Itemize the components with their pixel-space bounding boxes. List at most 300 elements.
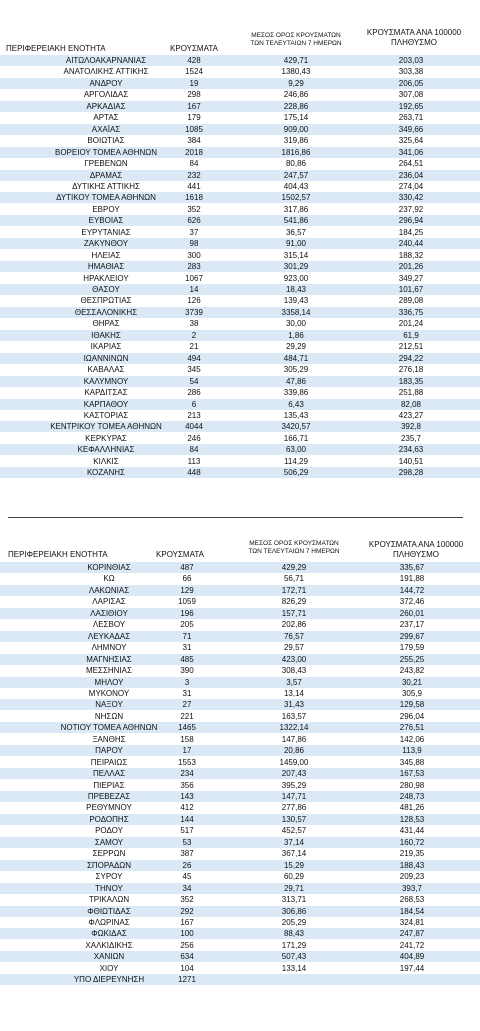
cell-region: ΠΡΕΒΕΖΑΣ bbox=[87, 792, 131, 801]
cell-region: ΚΑΡΔΙΤΣΑΣ bbox=[84, 388, 128, 398]
cell-cases: 387 bbox=[180, 849, 194, 859]
cell-cases: 390 bbox=[180, 666, 194, 676]
cell-cases: 143 bbox=[180, 792, 194, 801]
table-row bbox=[0, 215, 480, 226]
cell-per-100k: 237,17 bbox=[399, 620, 425, 630]
cell-cases: 126 bbox=[187, 296, 201, 306]
table-row bbox=[0, 295, 480, 306]
cell-cases: 27 bbox=[182, 700, 192, 710]
table-row bbox=[0, 871, 480, 882]
table-row bbox=[0, 89, 480, 100]
cell-avg-7day: 301,29 bbox=[283, 262, 309, 272]
cell-per-100k: 184,25 bbox=[398, 227, 424, 237]
cell-cases: 205 bbox=[180, 620, 194, 630]
cell-cases: 31 bbox=[182, 643, 192, 653]
cell-region: ΡΟΔΟΥ bbox=[95, 826, 123, 836]
cell-cases: 54 bbox=[189, 376, 199, 386]
cell-region: ΝΗΣΩΝ bbox=[94, 711, 124, 721]
table-row bbox=[0, 906, 480, 917]
cell-region: ΚΕΝΤΡΙΚΟΥ ΤΟΜΕΑ ΑΘΗΝΩΝ bbox=[50, 422, 162, 432]
cell-cases: 100 bbox=[180, 929, 194, 939]
cell-cases: 356 bbox=[180, 780, 194, 790]
table-row bbox=[0, 181, 480, 192]
table-row bbox=[0, 585, 480, 596]
cell-region: ΚΑΒΑΛΑΣ bbox=[87, 365, 125, 375]
cell-cases: 6 bbox=[191, 399, 197, 409]
cell-avg-7day: 20,86 bbox=[283, 746, 305, 756]
cell-region: ΗΛΕΙΑΣ bbox=[91, 250, 121, 260]
cell-per-100k: 203,03 bbox=[398, 56, 424, 65]
cell-per-100k: 142,06 bbox=[399, 734, 425, 744]
cell-per-100k: 201,26 bbox=[398, 262, 424, 272]
table-row bbox=[0, 135, 480, 146]
cell-cases: 213 bbox=[187, 410, 201, 420]
cell-region: ΑΡΤΑΣ bbox=[93, 113, 119, 123]
divider-line bbox=[8, 517, 463, 518]
cell-avg-7day: 29,57 bbox=[283, 643, 305, 653]
cell-cases: 1553 bbox=[178, 757, 196, 767]
cell-per-100k: 212,51 bbox=[398, 342, 424, 352]
cell-cases: 234 bbox=[180, 769, 194, 779]
cell-cases: 113 bbox=[187, 456, 201, 466]
cell-per-100k: 129,58 bbox=[399, 700, 425, 710]
cell-cases: 441 bbox=[187, 181, 201, 191]
cell-region: ΚΑΣΤΟΡΙΑΣ bbox=[83, 410, 129, 420]
table-row bbox=[0, 158, 480, 169]
cell-region: ΤΡΙΚΑΛΩΝ bbox=[88, 895, 130, 905]
cell-region: ΠΕΙΡΑΙΩΣ bbox=[90, 757, 128, 767]
cell-cases: 1085 bbox=[185, 124, 203, 134]
table-row bbox=[0, 456, 480, 467]
cell-cases: 17 bbox=[182, 746, 192, 756]
cell-per-100k: 191,88 bbox=[399, 574, 425, 584]
cell-per-100k: 160,72 bbox=[399, 837, 425, 847]
cell-region: ΠΑΡΟΥ bbox=[95, 746, 123, 756]
cell-avg-7day: 202,86 bbox=[281, 620, 307, 630]
cell-avg-7day: 429,29 bbox=[281, 563, 307, 572]
cell-region: ΔΥΤΙΚΟΥ ΤΟΜΕΑ ΑΘΗΝΩΝ bbox=[56, 193, 156, 203]
cell-region: ΛΑΡΙΣΑΣ bbox=[92, 597, 126, 607]
cell-region: ΗΜΑΘΙΑΣ bbox=[87, 262, 125, 272]
cell-region: ΚΑΛΥΜΝΟΥ bbox=[83, 376, 129, 386]
table-row bbox=[0, 330, 480, 341]
cell-per-100k: 61,9 bbox=[403, 330, 419, 340]
cell-per-100k: 335,67 bbox=[399, 563, 425, 572]
cell-region: ΗΡΑΚΛΕΙΟΥ bbox=[83, 273, 129, 283]
cell-cases: 300 bbox=[187, 250, 201, 260]
cell-per-100k: 209,23 bbox=[399, 872, 425, 882]
cell-region: ΜΑΓΝΗΣΙΑΣ bbox=[86, 654, 132, 664]
cell-cases: 626 bbox=[187, 216, 201, 226]
table-row bbox=[0, 745, 480, 756]
cell-cases: 71 bbox=[182, 631, 192, 641]
table-row bbox=[0, 78, 480, 89]
cell-per-100k: 101,67 bbox=[398, 285, 424, 294]
cell-avg-7day: 207,43 bbox=[281, 769, 307, 779]
table-row bbox=[0, 780, 480, 791]
cell-avg-7day: 29,29 bbox=[285, 342, 307, 352]
table-row bbox=[0, 387, 480, 398]
cell-region: ΛΗΜΝΟΥ bbox=[91, 643, 127, 653]
cell-region: ΘΕΣΠΡΩΤΙΑΣ bbox=[80, 296, 132, 306]
cell-region: ΕΒΡΟΥ bbox=[92, 204, 120, 214]
cell-per-100k: 325,64 bbox=[398, 136, 424, 146]
cell-avg-7day: 506,29 bbox=[283, 468, 309, 478]
cell-cases: 232 bbox=[187, 170, 201, 180]
cell-per-100k: 349,66 bbox=[398, 124, 424, 134]
cell-avg-7day: 135,43 bbox=[283, 410, 309, 420]
cell-avg-7day: 1380,43 bbox=[281, 67, 311, 77]
cell-avg-7day: 63,00 bbox=[285, 445, 307, 455]
cell-cases: 158 bbox=[180, 734, 194, 744]
cell-cases: 167 bbox=[180, 917, 194, 927]
table-row bbox=[0, 848, 480, 859]
cell-per-100k: 82,08 bbox=[400, 399, 422, 409]
cell-avg-7day: 339,86 bbox=[283, 388, 309, 398]
cell-per-100k: 481,26 bbox=[399, 803, 425, 813]
cell-per-100k: 184,54 bbox=[399, 906, 425, 916]
cell-cases: 283 bbox=[187, 262, 201, 272]
header-per100k-line1: ΚΡΟΥΣΜΑΤΑ ΑΝΑ 100000 bbox=[368, 540, 464, 549]
cell-region: ΚΙΛΚΙΣ bbox=[93, 456, 119, 466]
cell-region: ΔΥΤΙΚΗΣ ΑΤΤΙΚΗΣ bbox=[72, 181, 140, 191]
cell-per-100k: 251,88 bbox=[398, 388, 424, 398]
header-avg-line1: ΜΕΣΟΣ ΟΡΟΣ ΚΡΟΥΣΜΑΤΩΝ bbox=[249, 540, 339, 547]
cell-per-100k: 206,05 bbox=[398, 78, 424, 88]
cell-region: ΑΙΤΩΛΟΑΚΑΡΝΑΝΙΑΣ bbox=[65, 56, 147, 65]
header-avg-line2: ΤΩΝ ΤΕΛΕΥΤΑΙΩΝ 7 ΗΜΕΡΩΝ bbox=[250, 40, 342, 47]
table-row bbox=[0, 204, 480, 215]
table-row bbox=[0, 55, 480, 66]
cell-cases: 26 bbox=[182, 860, 192, 870]
cell-cases: 2018 bbox=[185, 147, 203, 157]
cell-cases: 179 bbox=[187, 113, 201, 123]
cell-per-100k: 274,04 bbox=[398, 181, 424, 191]
cell-avg-7day: 91,00 bbox=[285, 239, 307, 249]
cell-region: ΣΥΡΟΥ bbox=[95, 872, 123, 882]
cell-avg-7day: 909,00 bbox=[283, 124, 309, 134]
cell-per-100k: 188,43 bbox=[399, 860, 425, 870]
cell-cases: 1618 bbox=[185, 193, 203, 203]
cell-avg-7day: 37,14 bbox=[283, 837, 305, 847]
cell-per-100k: 248,73 bbox=[399, 792, 425, 801]
cell-per-100k: 140,51 bbox=[398, 456, 424, 466]
cell-region: ΘΗΡΑΣ bbox=[92, 319, 120, 329]
cell-avg-7day: 313,71 bbox=[281, 895, 307, 905]
table-row bbox=[0, 341, 480, 352]
cell-region: ΕΥΡΥΤΑΝΙΑΣ bbox=[81, 227, 131, 237]
cell-avg-7day: 166,71 bbox=[283, 433, 309, 443]
cell-cases: 2 bbox=[191, 330, 197, 340]
cell-cases: 98 bbox=[189, 239, 199, 249]
cell-avg-7day: 172,71 bbox=[281, 585, 307, 595]
cell-region: ΧΑΝΙΩΝ bbox=[93, 952, 125, 962]
cell-avg-7day: 133,14 bbox=[281, 963, 307, 973]
cell-per-100k: 264,51 bbox=[398, 159, 424, 169]
cell-cases: 384 bbox=[187, 136, 201, 146]
cell-region: ΧΙΟΥ bbox=[99, 963, 119, 973]
cell-avg-7day: 367,14 bbox=[281, 849, 307, 859]
cell-per-100k: 201,24 bbox=[398, 319, 424, 329]
cell-per-100k: 404,89 bbox=[399, 952, 425, 962]
table-row bbox=[0, 654, 480, 665]
table-row bbox=[0, 734, 480, 745]
cell-region: ΑΝΑΤΟΛΙΚΗΣ ΑΤΤΙΚΗΣ bbox=[63, 67, 149, 77]
cell-per-100k: 276,51 bbox=[399, 723, 425, 733]
cell-cases: 31 bbox=[182, 688, 192, 698]
cell-per-100k: 392,8 bbox=[400, 422, 422, 432]
table-row bbox=[0, 410, 480, 421]
header-cases: ΚΡΟΥΣΜΑΤΑ bbox=[170, 44, 218, 53]
cell-avg-7day: 157,71 bbox=[281, 608, 307, 618]
table-row bbox=[0, 573, 480, 584]
cell-avg-7day: 3,57 bbox=[286, 677, 302, 687]
cell-region: ΡΟΔΟΠΗΣ bbox=[89, 814, 129, 824]
table-row bbox=[0, 951, 480, 962]
cell-avg-7day: 47,86 bbox=[285, 376, 307, 386]
cell-avg-7day: 404,43 bbox=[283, 181, 309, 191]
cell-cases: 104 bbox=[180, 963, 194, 973]
table-row bbox=[0, 757, 480, 768]
cell-avg-7day: 277,86 bbox=[281, 803, 307, 813]
table-row bbox=[0, 467, 480, 478]
table-panel-2 bbox=[0, 520, 480, 1031]
table-row bbox=[0, 101, 480, 112]
cell-region: ΚΕΦΑΛΛΗΝΙΑΣ bbox=[77, 445, 135, 455]
header-avg-line2: ΤΩΝ ΤΕΛΕΥΤΑΙΩΝ 7 ΗΜΕΡΩΝ bbox=[248, 548, 340, 555]
table-row bbox=[0, 250, 480, 261]
cell-cases: 144 bbox=[180, 814, 194, 824]
cell-per-100k: 296,94 bbox=[398, 216, 424, 226]
cell-avg-7day: 60,29 bbox=[283, 872, 305, 882]
cell-avg-7day: 395,29 bbox=[281, 780, 307, 790]
cell-avg-7day: 1,86 bbox=[288, 330, 304, 340]
table-row bbox=[0, 722, 480, 733]
cell-avg-7day: 9,29 bbox=[288, 78, 304, 88]
cell-cases: 1059 bbox=[178, 597, 196, 607]
cell-region: ΑΧΑΪΑΣ bbox=[91, 124, 121, 134]
table-row bbox=[0, 688, 480, 699]
cell-cases: 3739 bbox=[185, 307, 203, 317]
table-row bbox=[0, 791, 480, 802]
cell-avg-7day: 30,00 bbox=[285, 319, 307, 329]
table-row bbox=[0, 802, 480, 813]
table-row bbox=[0, 192, 480, 203]
cell-cases: 292 bbox=[180, 906, 194, 916]
table-row bbox=[0, 421, 480, 432]
cell-cases: 412 bbox=[180, 803, 194, 813]
cell-avg-7day: 1459,00 bbox=[279, 757, 309, 767]
cell-per-100k: 280,98 bbox=[399, 780, 425, 790]
cell-per-100k: 179,59 bbox=[399, 643, 425, 653]
cell-cases: 37 bbox=[189, 227, 199, 237]
cell-avg-7day: 315,14 bbox=[283, 250, 309, 260]
table-row bbox=[0, 711, 480, 722]
cell-cases: 19 bbox=[189, 78, 199, 88]
cell-region: ΣΑΜΟΥ bbox=[94, 837, 124, 847]
cell-per-100k: 307,08 bbox=[398, 90, 424, 100]
cell-avg-7day: 29,71 bbox=[283, 883, 305, 893]
cell-cases: 298 bbox=[187, 90, 201, 100]
cell-avg-7day: 88,43 bbox=[283, 929, 305, 939]
cell-per-100k: 188,32 bbox=[398, 250, 424, 260]
cell-cases: 448 bbox=[187, 468, 201, 478]
header-region: ΠΕΡΙΦΕΡΕΙΑΚΗ ΕΝΟΤΗΤΑ bbox=[8, 550, 108, 559]
cell-cases: 66 bbox=[182, 574, 192, 584]
cell-cases: 38 bbox=[189, 319, 199, 329]
cell-region: ΝΑΞΟΥ bbox=[95, 700, 123, 710]
cell-region: ΠΕΛΛΑΣ bbox=[92, 769, 126, 779]
cell-per-100k: 167,53 bbox=[399, 769, 425, 779]
table-row bbox=[0, 444, 480, 455]
cell-per-100k: 128,53 bbox=[399, 814, 425, 824]
cell-per-100k: 431,44 bbox=[399, 826, 425, 836]
cell-avg-7day: 76,57 bbox=[283, 631, 305, 641]
cell-per-100k: 240,44 bbox=[398, 239, 424, 249]
cell-per-100k: 183,35 bbox=[398, 376, 424, 386]
cell-per-100k: 276,18 bbox=[398, 365, 424, 375]
cell-cases: 494 bbox=[187, 353, 201, 363]
cell-per-100k: 144,72 bbox=[399, 585, 425, 595]
cell-avg-7day: 3358,14 bbox=[281, 307, 311, 317]
cell-avg-7day: 80,86 bbox=[285, 159, 307, 169]
cell-avg-7day: 305,29 bbox=[283, 365, 309, 375]
cell-region: ΘΑΣΟΥ bbox=[92, 285, 120, 294]
table-row bbox=[0, 860, 480, 871]
cell-region: ΑΡΓΟΛΙΔΑΣ bbox=[83, 90, 129, 100]
cell-cases: 4044 bbox=[185, 422, 203, 432]
cell-region: ΔΡΑΜΑΣ bbox=[89, 170, 123, 180]
cell-avg-7day: 319,86 bbox=[283, 136, 309, 146]
cell-region: ΘΕΣΣΑΛΟΝΙΚΗΣ bbox=[74, 307, 138, 317]
table-row bbox=[0, 318, 480, 329]
cell-avg-7day: 306,86 bbox=[281, 906, 307, 916]
cell-per-100k: 336,75 bbox=[398, 307, 424, 317]
cell-per-100k: 243,82 bbox=[399, 666, 425, 676]
cell-avg-7day: 1816,86 bbox=[281, 147, 311, 157]
cell-per-100k: 296,04 bbox=[399, 711, 425, 721]
table-row bbox=[0, 399, 480, 410]
table-row bbox=[0, 596, 480, 607]
cell-cases: 3 bbox=[184, 677, 190, 687]
cell-avg-7day: 205,29 bbox=[281, 917, 307, 927]
cell-region: ΜΥΚΟΝΟΥ bbox=[88, 688, 130, 698]
cell-per-100k: 423,27 bbox=[398, 410, 424, 420]
cell-region: ΛΕΥΚΑΔΑΣ bbox=[87, 631, 131, 641]
cell-avg-7day: 6,43 bbox=[288, 399, 304, 409]
cell-cases: 21 bbox=[189, 342, 199, 352]
table-row bbox=[0, 364, 480, 375]
cell-avg-7day: 452,57 bbox=[281, 826, 307, 836]
cell-per-100k: 260,01 bbox=[399, 608, 425, 618]
cell-per-100k: 294,22 bbox=[398, 353, 424, 363]
cell-region: ΓΡΕΒΕΝΩΝ bbox=[84, 159, 128, 169]
cell-avg-7day: 1322,14 bbox=[279, 723, 309, 733]
cell-cases: 221 bbox=[180, 711, 194, 721]
cell-cases: 14 bbox=[189, 285, 199, 294]
cell-per-100k: 324,81 bbox=[399, 917, 425, 927]
table-row bbox=[0, 170, 480, 181]
cell-avg-7day: 13,14 bbox=[283, 688, 305, 698]
table-row bbox=[0, 608, 480, 619]
cell-per-100k: 235,7 bbox=[400, 433, 422, 443]
table-row bbox=[0, 768, 480, 779]
table-row bbox=[0, 353, 480, 364]
cell-region: ΝΟΤΙΟΥ ΤΟΜΕΑ ΑΘΗΝΩΝ bbox=[60, 723, 158, 733]
cell-region: ΑΡΚΑΔΙΑΣ bbox=[86, 101, 126, 111]
cell-avg-7day: 130,57 bbox=[281, 814, 307, 824]
table-row bbox=[0, 376, 480, 387]
cell-region: ΙΩΑΝΝΙΝΩΝ bbox=[83, 353, 129, 363]
cell-per-100k: 219,35 bbox=[399, 849, 425, 859]
cell-cases: 34 bbox=[182, 883, 192, 893]
cell-avg-7day: 923,00 bbox=[283, 273, 309, 283]
cell-avg-7day: 56,71 bbox=[283, 574, 305, 584]
table-row bbox=[0, 261, 480, 272]
cell-per-100k: 113,9 bbox=[402, 746, 422, 756]
cell-per-100k: 372,46 bbox=[399, 597, 425, 607]
header-per100k-line1: ΚΡΟΥΣΜΑΤΑ ΑΝΑ 100000 bbox=[366, 28, 462, 37]
cell-cases: 1524 bbox=[185, 67, 203, 77]
cell-cases: 1271 bbox=[178, 975, 196, 985]
cell-region: ΚΟΖΑΝΗΣ bbox=[86, 468, 126, 478]
table-row bbox=[0, 562, 480, 573]
cell-per-100k: 349,27 bbox=[398, 273, 424, 283]
table-row bbox=[0, 940, 480, 951]
table-row bbox=[0, 112, 480, 123]
cell-region: ΣΕΡΡΩΝ bbox=[92, 849, 126, 859]
cell-avg-7day: 423,00 bbox=[281, 654, 307, 664]
cell-per-100k: 299,67 bbox=[399, 631, 425, 641]
cell-region: ΛΕΣΒΟΥ bbox=[92, 620, 126, 630]
cell-avg-7day: 15,29 bbox=[283, 860, 305, 870]
table-row bbox=[0, 238, 480, 249]
cell-avg-7day: 18,43 bbox=[285, 285, 307, 294]
table-row bbox=[0, 894, 480, 905]
cell-avg-7day: 147,86 bbox=[281, 734, 307, 744]
cell-per-100k: 236,04 bbox=[398, 170, 424, 180]
cell-per-100k: 30,21 bbox=[401, 677, 423, 687]
cell-region: ΛΑΚΩΝΙΑΣ bbox=[88, 585, 130, 595]
cell-region: ΑΝΔΡΟΥ bbox=[89, 78, 123, 88]
table-row bbox=[0, 917, 480, 928]
cell-avg-7day: 317,86 bbox=[283, 204, 309, 214]
cell-region: ΒΟΙΩΤΙΑΣ bbox=[87, 136, 125, 146]
table-row bbox=[0, 677, 480, 688]
cell-region: ΚΟΡΙΝΘΙΑΣ bbox=[87, 563, 131, 572]
cell-region: ΠΙΕΡΙΑΣ bbox=[93, 780, 125, 790]
header-region: ΠΕΡΙΦΕΡΕΙΑΚΗ ΕΝΟΤΗΤΑ bbox=[6, 44, 106, 53]
cell-region: ΞΑΝΘΗΣ bbox=[92, 734, 126, 744]
cell-region: ΤΗΝΟΥ bbox=[95, 883, 123, 893]
table-row bbox=[0, 883, 480, 894]
cell-region: ΦΛΩΡΙΝΑΣ bbox=[88, 917, 130, 927]
table-row bbox=[0, 147, 480, 158]
cell-per-100k: 345,88 bbox=[399, 757, 425, 767]
cell-cases: 196 bbox=[180, 608, 194, 618]
cell-cases: 286 bbox=[187, 388, 201, 398]
cell-per-100k: 305,9 bbox=[401, 688, 423, 698]
cell-per-100k: 197,44 bbox=[399, 963, 425, 973]
cell-avg-7day: 541,86 bbox=[283, 216, 309, 226]
cell-per-100k: 241,72 bbox=[399, 940, 425, 950]
cell-avg-7day: 1502,57 bbox=[281, 193, 311, 203]
table-row bbox=[0, 699, 480, 710]
cell-cases: 256 bbox=[180, 940, 194, 950]
cell-cases: 345 bbox=[187, 365, 201, 375]
cell-region: ΚΩ bbox=[103, 574, 115, 584]
cell-region: ΜΕΣΣΗΝΙΑΣ bbox=[86, 666, 132, 676]
